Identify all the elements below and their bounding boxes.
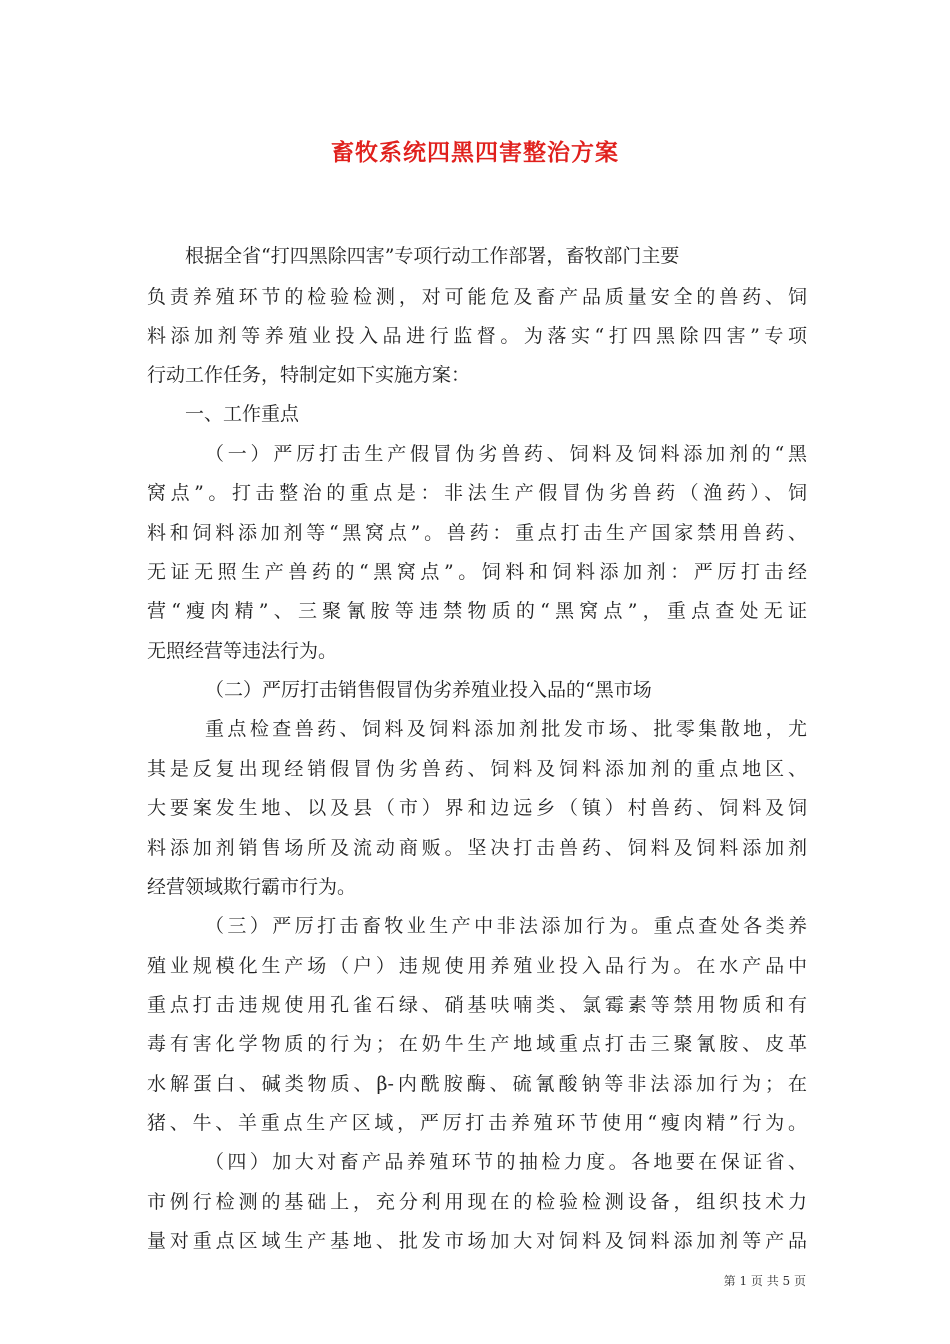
section-heading: 一、工作重点	[185, 403, 300, 425]
body-line: 重点打击违规使用孔雀石绿、硝基呋喃类、氯霉素等禁用物质和有	[147, 994, 807, 1016]
body-line: 水解蛋白、碱类物质、β-内酰胺酶、硫氰酸钠等非法添加行为；在	[147, 1073, 807, 1095]
body-line: 猪、牛、羊重点生产区域，严厉打击养殖环节使用“瘦肉精”行为。	[147, 1112, 807, 1134]
body-line: 其是反复出现经销假冒伪劣兽药、饲料及饲料添加剂的重点地区、	[147, 758, 807, 780]
body-line: 无证无照生产兽药的“黑窝点”。饲料和饲料添加剂：严厉打击经	[147, 561, 807, 583]
body-line: 毒有害化学物质的行为；在奶牛生产地域重点打击三聚氰胺、皮革	[147, 1033, 807, 1055]
body-line: 行动工作任务，特制定如下实施方案：	[147, 364, 471, 386]
body-line: （一）严厉打击生产假冒伪劣兽药、饲料及饲料添加剂的“黑	[205, 443, 807, 465]
body-line: 料添加剂销售场所及流动商贩。坚决打击兽药、饲料及饲料添加剂	[147, 837, 807, 859]
body-line: 市例行检测的基础上，充分利用现在的检验检测设备，组织技术力	[147, 1191, 807, 1213]
body-line: 殖业规模化生产场（户）违规使用养殖业投入品行为。在水产品中	[147, 955, 807, 977]
body-line: 量对重点区域生产基地、批发市场加大对饲料及饲料添加剂等产品	[147, 1230, 807, 1252]
body-line: 根据全省“打四黑除四害”专项行动工作部署，畜牧部门主要	[185, 245, 680, 267]
body-line: （二）严厉打击销售假冒伪劣养殖业投入品的“黑市场	[205, 679, 652, 701]
page-number: 第 1 页 共 5 页	[723, 1274, 806, 1288]
body-line: 经营领域欺行霸市行为。	[147, 876, 357, 898]
body-line: 无照经营等违法行为。	[147, 640, 338, 662]
body-line: 大要案发生地、以及县（市）界和边远乡（镇）村兽药、饲料及饲	[147, 797, 807, 819]
body-line: 窝点”。打击整治的重点是：非法生产假冒伪劣兽药（渔药）、饲	[147, 482, 807, 504]
body-line: 料添加剂等养殖业投入品进行监督。为落实“打四黑除四害”专项	[147, 325, 807, 347]
body-line: 重点检查兽药、饲料及饲料添加剂批发市场、批零集散地，尤	[205, 718, 807, 740]
page-title: 畜牧系统四黑四害整治方案	[331, 139, 619, 166]
body-line: （四）加大对畜产品养殖环节的抽检力度。各地要在保证省、	[205, 1151, 807, 1173]
body-line: （三）严厉打击畜牧业生产中非法添加行为。重点查处各类养	[205, 915, 807, 937]
body-line: 营“瘦肉精”、三聚氰胺等违禁物质的“黑窝点”，重点查处无证	[147, 600, 807, 622]
body-line: 料和饲料添加剂等“黑窝点”。兽药：重点打击生产国家禁用兽药、	[147, 522, 807, 544]
body-line: 负责养殖环节的检验检测，对可能危及畜产品质量安全的兽药、饲	[147, 286, 807, 308]
